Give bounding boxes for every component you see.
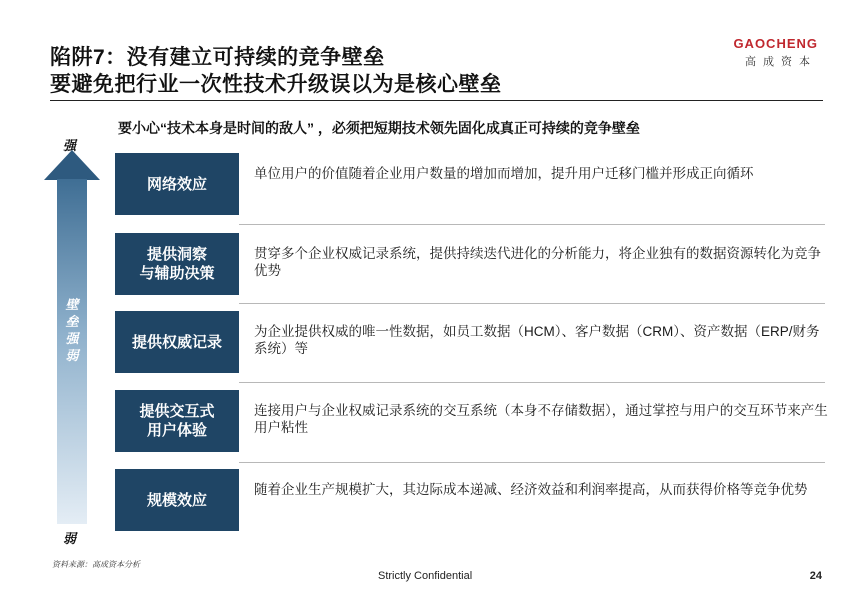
barrier-row (115, 153, 825, 215)
row-divider (239, 303, 825, 304)
row-divider (239, 224, 825, 225)
row-divider (239, 382, 825, 383)
barrier-label: 提供洞察 与辅助决策 (115, 233, 239, 295)
axis-strong-label: 强 (63, 138, 77, 153)
barrier-label: 网络效应 (115, 153, 239, 215)
logo-name-cn: 高成资本 (745, 56, 817, 68)
arrow-up-icon (44, 150, 100, 180)
page-number: 24 (809, 570, 822, 582)
barrier-row (115, 390, 828, 452)
page-title-line-2: 要避免把行业一次性技术升级误以为是核心壁垒 (50, 73, 502, 96)
barrier-label: 提供交互式 用户体验 (115, 390, 239, 452)
row-divider (239, 462, 825, 463)
barrier-description: 单位用户的价值随着企业用户数量的增加而增加，提升用户迁移门槛并形成正向循环 (254, 166, 754, 181)
header-divider (50, 100, 823, 101)
barrier-description: 连接用户与企业权威记录系统的交互系统（本身不存储数据），通过掌控与用户的交互环节来产生用户粘性 (254, 403, 828, 435)
axis-middle-label: 壁 垒 强 弱 (65, 297, 79, 363)
source-note: 资料来源：高成资本分析 (52, 560, 140, 569)
axis-weak-label: 弱 (63, 531, 77, 546)
confidential-label: Strictly Confidential (378, 570, 473, 582)
barrier-row (115, 311, 825, 373)
barrier-label: 提供权威记录 (115, 311, 239, 373)
subtitle: 要小心“技术本身是时间的敌人” ，必须把短期技术领先固化成真正可持续的竞争壁垒 (118, 120, 640, 136)
barrier-label: 规模效应 (115, 469, 239, 531)
page-title-line-1: 陷阱7：没有建立可持续的竞争壁垒 (50, 46, 385, 69)
barrier-description: 贯穿多个企业权威记录系统，提供持续迭代进化的分析能力，将企业独有的数据资源转化为竞争优势 (254, 246, 821, 278)
barrier-description: 随着企业生产规模扩大，其边际成本递减、经济效益和利润率提高，从而获得价格等竞争优势 (254, 482, 808, 497)
barrier-description: 为企业提供权威的唯一性数据，如员工数据（HCM）、客户数据（CRM）、资产数据（ERP/财务系统）等 (254, 324, 820, 356)
barrier-row (115, 233, 825, 295)
barrier-row (115, 469, 825, 531)
logo-name-en: GAOCHENG (733, 36, 818, 51)
